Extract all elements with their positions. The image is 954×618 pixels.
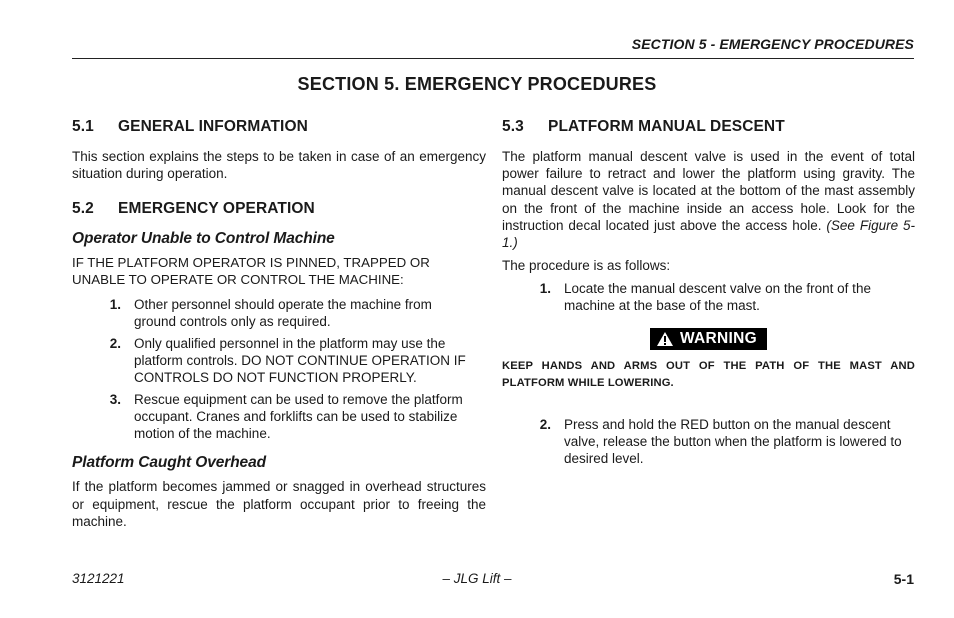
warning-banner [650,328,767,350]
heading-general-information [72,118,486,136]
list-item-number: 1. [109,297,121,313]
list-item [502,416,915,467]
platform-caught-body: If the platform becomes jammed or snagged in overhead structures or equipment, rescue the platform occupant prior to freeing the machine. [72,479,486,529]
list-item-number: 3. [109,392,121,408]
figure-reference: (See Figure 5-1.) [502,217,915,251]
list-item-number: 2. [109,336,121,352]
warning-text: KEEP HANDS AND ARMS OUT OF THE PATH OF THE MAST AND PLATFORM WHILE LOWERING. [502,360,915,390]
header-rule [72,58,914,59]
manual-descent-text: The platform manual descent valve is used in the event of total power failure to retract and lower the platform using gravity. The manual descent valve is located at the bottom of the mast assembly on the front of the machine inside an access hole. Look for the instruction decal located just above the access hole. [502,149,915,233]
right-column [502,118,915,472]
footer-publisher: – JLG Lift – [442,571,512,586]
list-item-text: Only qualified personnel in the platform may use the platform controls. DO NOT CONTINUE OPERATION IF CONTROLS DO NOT FUNCTION PROPERLY. [134,336,466,386]
procedure-intro: The procedure is as follows: [502,258,671,274]
list-item-text: Rescue equipment can be used to remove the platform occupant. Cranes and forklifts can be used to stabilize motion of the machine. [134,392,463,442]
list-item [72,335,486,386]
list-item-number: 2. [539,417,551,433]
list-item-text: Locate the manual descent valve on the front of the machine at the base of the mast. [564,281,871,314]
heading-text: PLATFORM MANUAL DESCENT [548,118,785,135]
heading-number: 5.3 [502,118,524,135]
warning-triangle-icon [656,331,674,347]
descent-steps-list [502,280,915,314]
footer-doc-number: 3121221 [72,571,125,586]
running-head: SECTION 5 - EMERGENCY PROCEDURES [631,36,914,52]
section-title: SECTION 5. EMERGENCY PROCEDURES [297,74,657,94]
subheading-operator-unable: Operator Unable to Control Machine [72,230,335,248]
heading-emergency-operation [72,200,486,218]
heading-text: EMERGENCY OPERATION [118,200,315,218]
list-item [72,296,486,330]
footer-page-number: 5-1 [893,571,914,587]
list-item-number: 1. [539,281,551,297]
list-item-text: Other personnel should operate the machine from ground controls only as required. [134,297,432,330]
list-item-text: Press and hold the RED button on the manual descent valve, release the button when the platform is lowered to desired level. [564,417,902,467]
general-information-body: This section explains the steps to be taken in case of an emergency situation during operation. [72,149,486,182]
list-item [502,280,915,314]
operator-unable-intro: IF THE PLATFORM OPERATOR IS PINNED, TRAPPED OR UNABLE TO OPERATE OR CONTROL THE MACHINE: [72,255,430,288]
heading-number: 5.1 [72,118,94,135]
manual-descent-body [502,148,915,251]
emergency-steps-list [72,296,486,442]
warning-banner-wrap [502,328,915,350]
descent-steps-list-continued [502,416,915,467]
warning-label: WARNING [679,330,757,348]
list-item [72,391,486,442]
subheading-platform-caught: Platform Caught Overhead [72,454,266,472]
heading-platform-manual-descent [502,118,915,136]
left-column [72,118,486,530]
heading-text: GENERAL INFORMATION [118,118,308,135]
heading-number: 5.2 [72,200,94,218]
